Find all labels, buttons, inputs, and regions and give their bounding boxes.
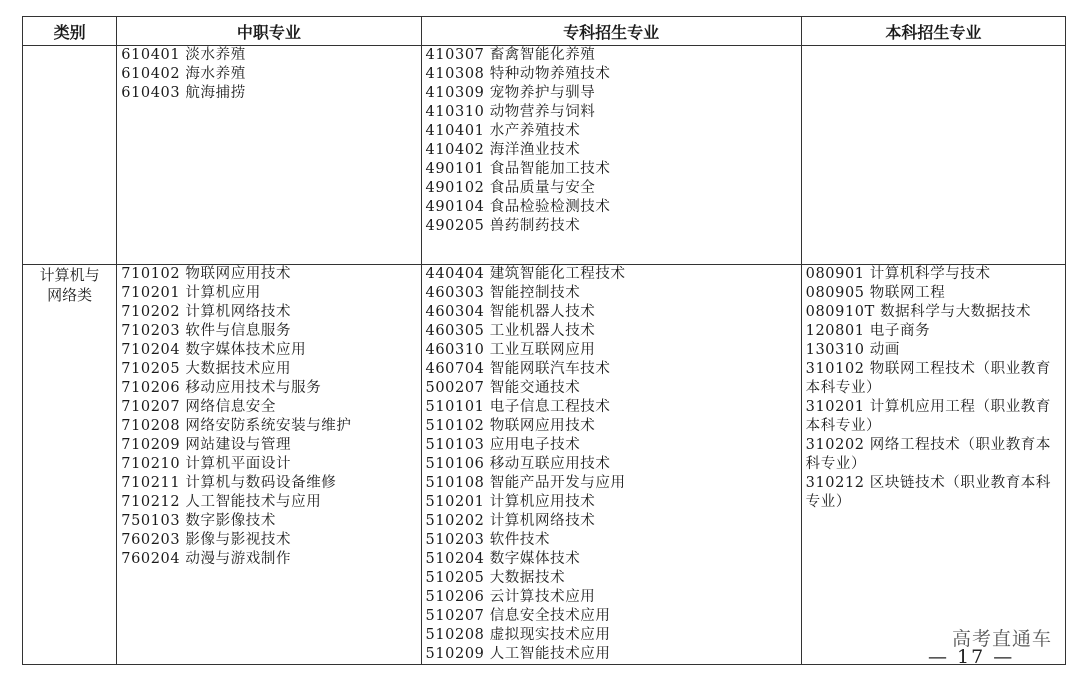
list-item: 410402 海洋渔业技术 <box>425 142 581 158</box>
page-number: — 17 — <box>928 646 1015 668</box>
list-item: 510203 软件技术 <box>425 532 551 548</box>
list-item: 710202 计算机网络技术 <box>121 304 292 320</box>
list-item: 120801 电子商务 <box>805 323 931 339</box>
undergraduate-cell <box>801 265 1065 665</box>
list-item: 510208 虚拟现实技术应用 <box>425 627 611 643</box>
header-undergraduate: 本科招生专业 <box>801 17 1065 46</box>
list-item: 610401 淡水养殖 <box>121 47 246 63</box>
junior-college-cell <box>421 265 801 665</box>
list-item: 750103 数字影像技术 <box>121 513 277 529</box>
list-item: 460310 工业互联网应用 <box>425 342 596 358</box>
list-item: 510206 云计算技术应用 <box>425 589 596 605</box>
list-item: 460704 智能网联汽车技术 <box>425 361 611 377</box>
header-junior-college: 专科招生专业 <box>421 17 801 46</box>
list-item: 710201 计算机应用 <box>121 285 261 301</box>
list-item: 500207 智能交通技术 <box>425 380 581 396</box>
list-item: 490102 食品质量与安全 <box>425 180 596 196</box>
header-secondary: 中职专业 <box>117 17 421 46</box>
list-item: 490101 食品智能加工技术 <box>425 161 611 177</box>
list-item: 080910T 数据科学与大数据技术 <box>805 304 1032 320</box>
table-row <box>23 265 1066 665</box>
list-item: 710212 人工智能技术与应用 <box>121 494 322 510</box>
list-item: 510101 电子信息工程技术 <box>425 399 611 415</box>
category-cell <box>23 46 117 265</box>
list-item: 710209 网站建设与管理 <box>121 437 292 453</box>
list-item: 080905 物联网工程 <box>805 285 946 301</box>
list-item: 510209 人工智能技术应用 <box>425 646 611 662</box>
list-item: 710206 移动应用技术与服务 <box>121 380 322 396</box>
list-item: 460303 智能控制技术 <box>425 285 581 301</box>
list-item: 410401 水产养殖技术 <box>425 123 581 139</box>
list-item: 760203 影像与影视技术 <box>121 532 292 548</box>
list-item: 410309 宠物养护与驯导 <box>425 85 596 101</box>
list-item: 710205 大数据技术应用 <box>121 361 292 377</box>
junior-college-list <box>426 46 797 236</box>
list-item: 710102 物联网应用技术 <box>121 266 292 282</box>
list-item: 710210 计算机平面设计 <box>121 456 292 472</box>
list-item: 510204 数字媒体技术 <box>425 551 581 567</box>
list-item: 510102 物联网应用技术 <box>425 418 596 434</box>
list-item: 710207 网络信息安全 <box>121 399 277 415</box>
list-item: 710208 网络安防系统安装与维护 <box>121 418 352 434</box>
header-row <box>23 17 1066 46</box>
list-item: 710203 软件与信息服务 <box>121 323 292 339</box>
junior-college-cell <box>421 46 801 265</box>
list-item: 510207 信息安全技术应用 <box>425 608 611 624</box>
list-item: 710204 数字媒体技术应用 <box>121 342 307 358</box>
list-item: 510108 智能产品开发与应用 <box>425 475 626 491</box>
category-label: 计算机与网络类 <box>39 266 100 304</box>
list-item: 440404 建筑智能化工程技术 <box>425 266 626 282</box>
list-item: 460305 工业机器人技术 <box>425 323 596 339</box>
list-item: 310212 区块链技术（职业教育本科专业） <box>805 475 1052 510</box>
list-item: 080901 计算机科学与技术 <box>805 266 991 282</box>
table-row <box>23 46 1066 265</box>
list-item: 310102 物联网工程技术（职业教育本科专业） <box>805 361 1052 396</box>
list-item: 490205 兽药制药技术 <box>425 218 581 234</box>
list-item: 310201 计算机应用工程（职业教育本科专业） <box>805 399 1052 434</box>
majors-table <box>22 16 1066 665</box>
watermark-text: 高考直通车 <box>951 628 1052 650</box>
header-category: 类别 <box>23 17 117 46</box>
list-item: 490104 食品检验检测技术 <box>425 199 611 215</box>
list-item: 510103 应用电子技术 <box>425 437 581 453</box>
list-item: 310202 网络工程技术（职业教育本科专业） <box>805 437 1052 472</box>
secondary-list <box>121 46 416 103</box>
list-item: 410310 动物营养与饲料 <box>425 104 596 120</box>
junior-college-list <box>426 265 797 664</box>
category-cell <box>23 265 117 665</box>
list-item: 410308 特种动物养殖技术 <box>425 66 611 82</box>
list-item: 510106 移动互联应用技术 <box>425 456 611 472</box>
list-item: 460304 智能机器人技术 <box>425 304 596 320</box>
list-item: 510205 大数据技术 <box>425 570 566 586</box>
secondary-list <box>121 265 416 569</box>
list-item: 510201 计算机应用技术 <box>425 494 596 510</box>
list-item: 130310 动画 <box>805 342 901 358</box>
secondary-cell <box>117 265 421 665</box>
list-item: 610403 航海捕捞 <box>121 85 246 101</box>
list-item: 760204 动漫与游戏制作 <box>121 551 292 567</box>
undergraduate-list <box>806 265 1061 512</box>
list-item: 410307 畜禽智能化养殖 <box>425 47 596 63</box>
secondary-cell <box>117 46 421 265</box>
list-item: 510202 计算机网络技术 <box>425 513 596 529</box>
list-item: 610402 海水养殖 <box>121 66 246 82</box>
undergraduate-cell <box>801 46 1065 265</box>
list-item: 710211 计算机与数码设备维修 <box>121 475 337 491</box>
